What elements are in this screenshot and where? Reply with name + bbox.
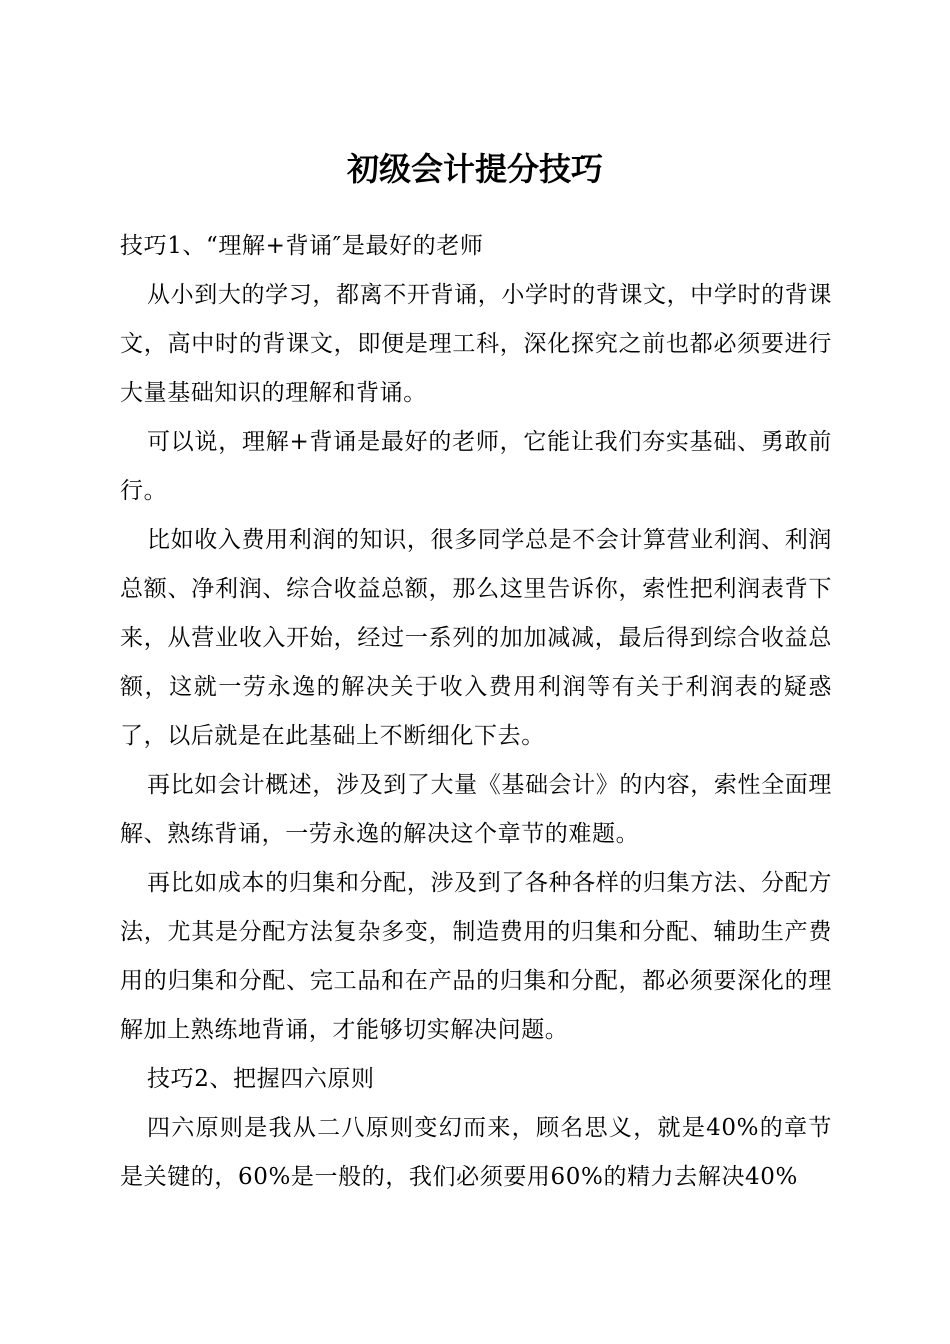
section-heading-tip-2: 技巧2、把握四六原则 bbox=[147, 1066, 375, 1092]
document-body bbox=[120, 222, 832, 1202]
paragraph: 再比如会计概述，涉及到了大量《基础会计》的内容，索性全面理解、熟练背诵，一劳永逸的解决这个章节的难题。 bbox=[120, 772, 832, 847]
paragraph: 从小到大的学习，都离不开背诵，小学时的背课文，中学时的背课文，高中时的背课文，即便是理工科，深化探究之前也都必须要进行大量基础知识的理解和背诵。 bbox=[120, 282, 832, 406]
paragraph: 比如收入费用利润的知识，很多同学总是不会计算营业利润、利润总额、净利润、综合收益总额，那么这里告诉你，索性把利润表背下来，从营业收入开始，经过一系列的加加减减，最后得到综合收益总额，这就一劳永逸的解决关于收入费用利润等有关于利润表的疑惑了，以后就是在此基础上不断细化下去。 bbox=[120, 527, 832, 749]
paragraph: 再比如成本的归集和分配，涉及到了各种各样的归集方法、分配方法，尤其是分配方法复杂多变，制造费用的归集和分配、辅助生产费用的归集和分配、完工品和在产品的归集和分配，都必须要深化的理解加上熟练地背诵，才能够切实解决问题。 bbox=[120, 870, 832, 1043]
section-heading-tip-1: 技巧1、“理解+背诵″是最好的老师 bbox=[120, 233, 484, 259]
paragraph: 四六原则是我从二八原则变幻而来，顾名思义，就是40%的章节是关键的，60%是一般的，我们必须要用60%的精力去解决40% bbox=[120, 1115, 832, 1190]
paragraph: 可以说，理解+背诵是最好的老师，它能让我们夯实基础、勇敢前行。 bbox=[120, 429, 832, 504]
document-title: 初级会计提分技巧 bbox=[346, 150, 603, 188]
